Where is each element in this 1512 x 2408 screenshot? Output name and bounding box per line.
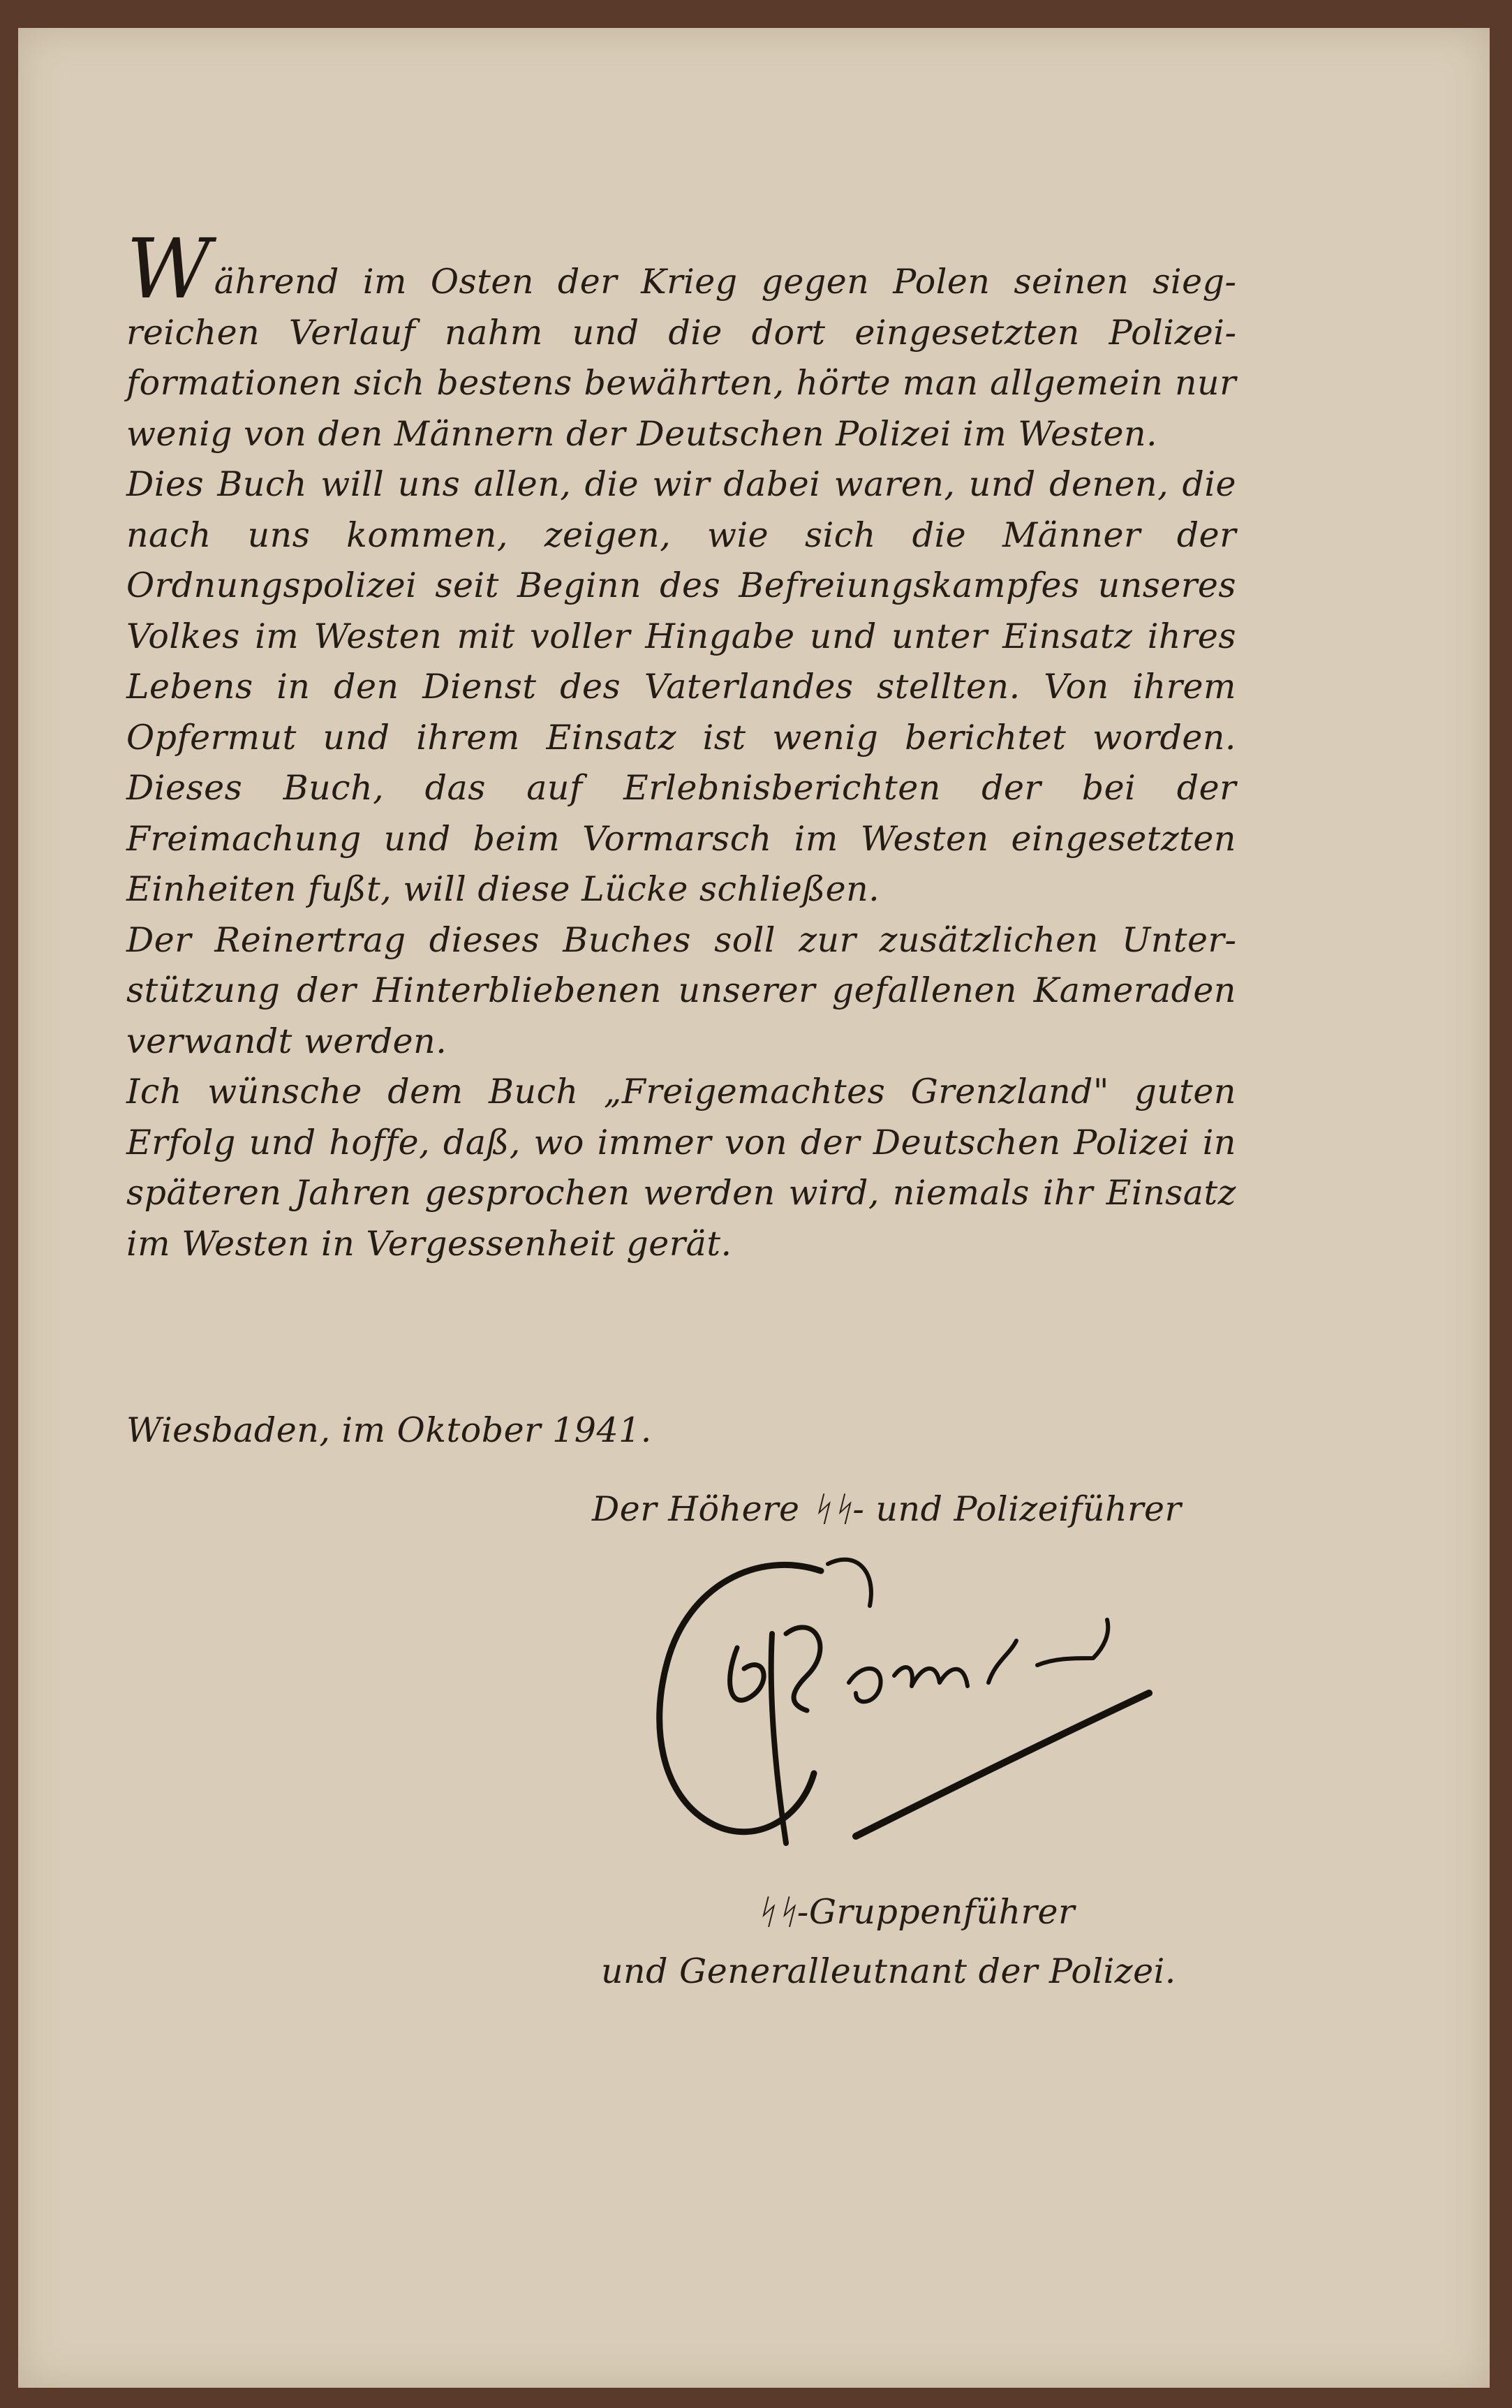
- paragraph-3: Der Reinertrag dieses Buches soll zur zusätzlichen Unterstützung der Hinterbliebenen unserer gefallenen Kameraden verwandt werden.: [126, 919, 1236, 1061]
- handwritten-signature: [646, 1543, 1219, 1878]
- paragraph-1: [126, 221, 1236, 459]
- dateline: Wiesbaden, im Oktober 1941.: [126, 1410, 652, 1450]
- paragraph-4: Ich wünsche dem Buch „Freigemachtes Grenzland" guten Erfolg und hoffe, daß, wo immer von der Deutschen Polizei in späteren Jahren gesprochen werden wird, niemals ihr Einsatz im Westen in Vergessenheit gerät.: [126, 1072, 1236, 1264]
- rank-line-2: und Generalleutnant der Polizei.: [601, 1951, 1176, 1991]
- drop-cap: W: [126, 221, 212, 317]
- book-page: [18, 28, 1490, 2388]
- foreword-text: [126, 221, 1236, 1269]
- paragraph-1-text: ährend im Osten der Krieg gegen Polen seinen siegreichen Verlauf nahm und die dort eingesetzten Polizeiformationen sich bestens bewährten, hörte man allgemein nur wenig von den Männern der Deutschen Polizei im Westen.: [126, 262, 1236, 454]
- paragraph-2: Dies Buch will uns allen, die wir dabei waren, und denen, die nach uns kommen, zeigen, wie sich die Männer der Ordnungspolizei seit Beginn des Befreiungskampfes unseres Volkes im Westen mit voller Hingabe und unter Einsatz ihres Lebens in den Dienst des Vaterlandes stellten. Von ihrem Opfermut und ihrem Einsatz ist wenig berichtet worden. Dieses Buch, das auf Erlebnisberichten der bei der Freimachung und beim Vormarsch im Westen eingesetzten Einheiten fußt, will diese Lücke schließen.: [126, 464, 1236, 909]
- signoff-role: Der Höhere ᛋᛋ- und Polizeiführer: [592, 1489, 1182, 1529]
- rank-line-1: ᛋᛋ-Gruppenführer: [755, 1892, 1075, 1932]
